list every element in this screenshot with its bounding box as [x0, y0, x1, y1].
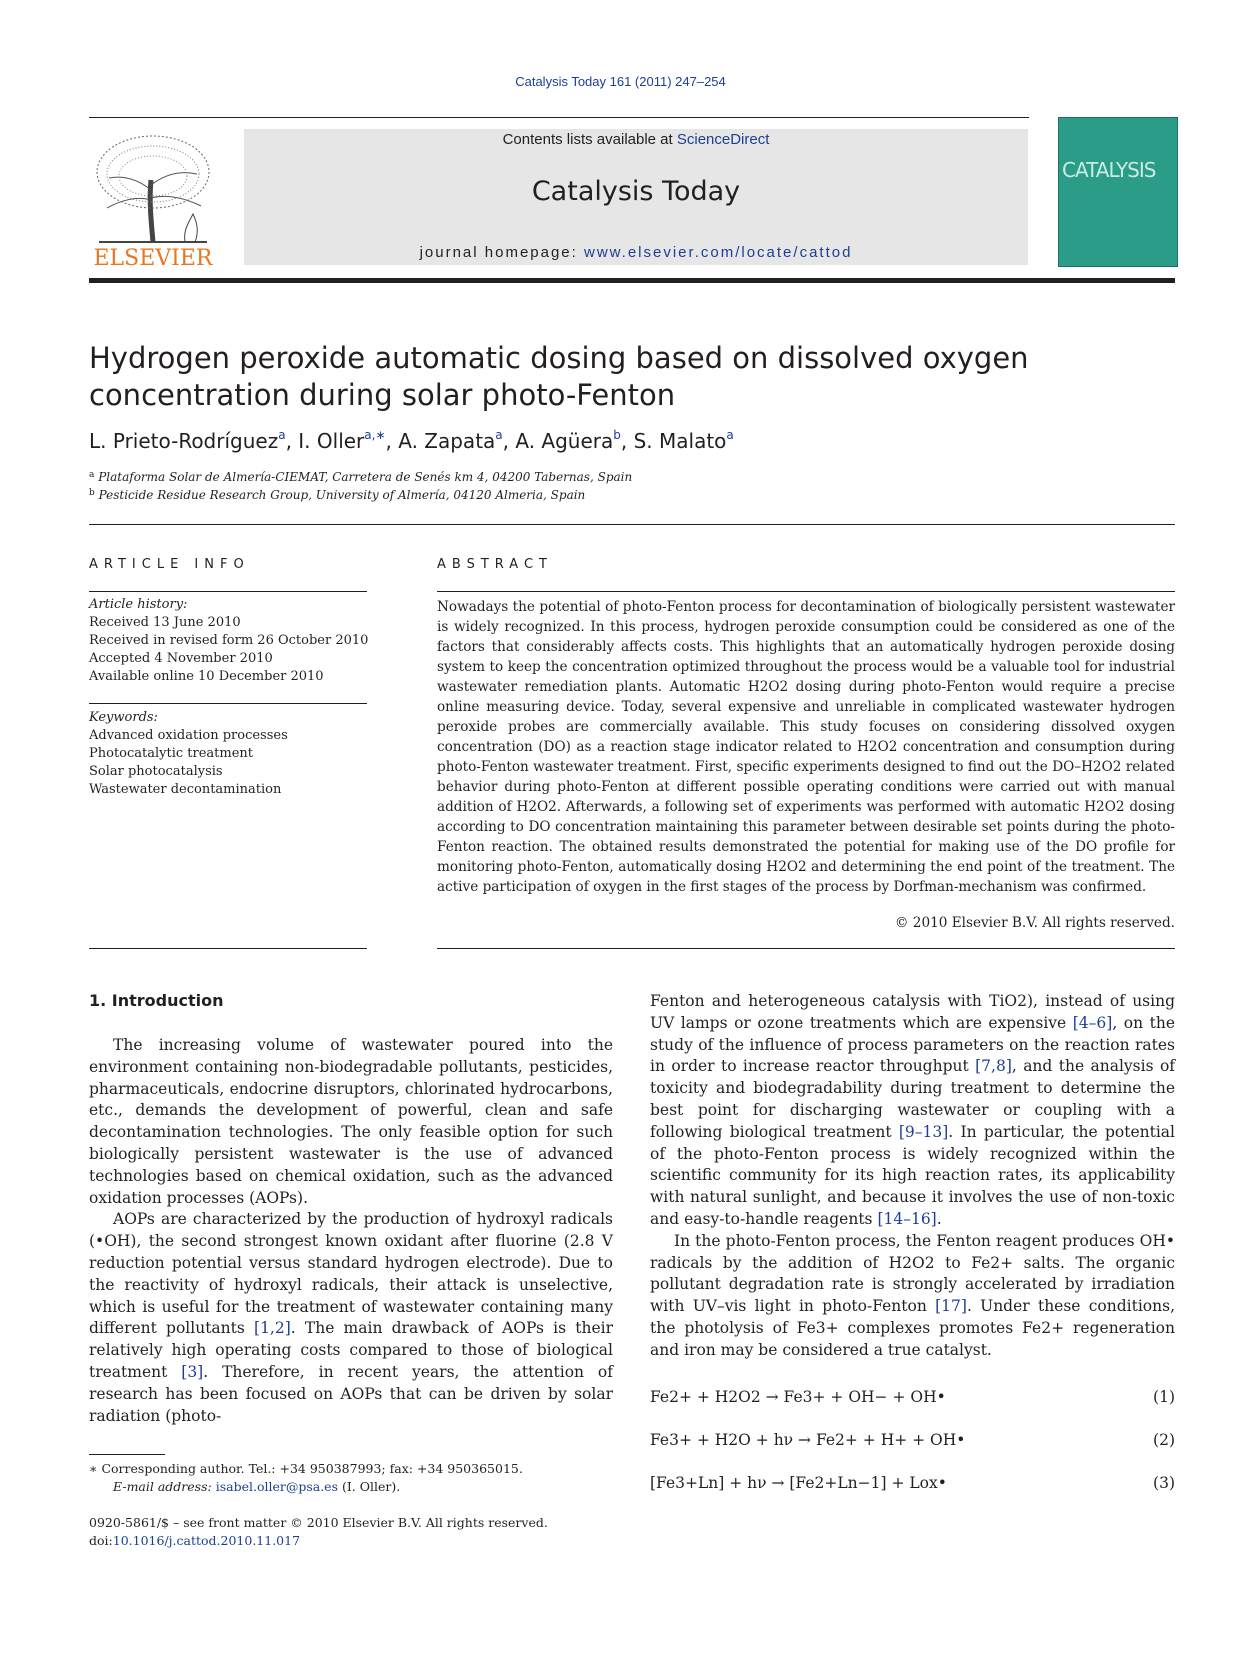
paragraph: [89, 1209, 613, 1427]
affiliation-mark: a: [89, 470, 95, 480]
history-label: Article history:: [89, 597, 188, 612]
text-run: In the photo-Fenton process, the Fenton reagent produces OH• radicals by the addition of H2O2 to Fe2+ salts. The organic pollutant degradation rate is strongly accelerated by irradiation with UV–vis light in photo-Fenton: [650, 1231, 1175, 1316]
doi-label: doi:: [89, 1533, 113, 1548]
author-separator: ,: [620, 429, 634, 453]
author-affiliation-mark[interactable]: b: [613, 428, 621, 442]
reference-link[interactable]: [1,2]: [254, 1319, 291, 1338]
author-name: A. Agüera: [515, 429, 614, 453]
text-run: , and the analysis of toxicity and biodegradability during treatment to determine the best point for discharging wastewater or coupling with a following biological treatment: [650, 1057, 1176, 1141]
section-divider: [89, 524, 1175, 525]
author-affiliation-mark[interactable]: a: [495, 428, 503, 442]
reference-link[interactable]: [4–6]: [1072, 1013, 1113, 1032]
paragraph: [650, 1231, 1175, 1362]
journal-cover-image: [1058, 117, 1178, 267]
reference-link[interactable]: [7,8]: [975, 1057, 1012, 1076]
email-link[interactable]: isabel.oller@psa.es: [215, 1479, 338, 1494]
author-name: S. Malato: [633, 429, 727, 453]
journal-citation[interactable]: Catalysis Today 161 (2011) 247–254: [515, 74, 726, 89]
copyright-notice: © 2010 Elsevier B.V. All rights reserved.: [894, 915, 1175, 931]
email-line: [89, 1478, 629, 1496]
equation-number: (1): [1153, 1388, 1175, 1406]
affiliation-b: [89, 488, 585, 502]
text-run: AOPs are characterized by the production of hydroxyl radicals (•OH), the second strongest known oxidant after fluorine (2.8 V reduction potential versus standard hydrogen electrode). Due to the reactivity of hydroxyl radicals, their attack is unselective, which is useful for the treatment of wastewater containing many different pollutants: [89, 1210, 613, 1338]
front-matter-notice: [89, 1514, 629, 1550]
author-affiliation-mark[interactable]: a: [726, 428, 734, 442]
journal-name: Catalysis Today: [531, 176, 741, 207]
author-separator: ,: [502, 429, 516, 453]
abstract-text: Nowadays the potential of photo-Fenton process for decontamination of biologically persistent wastewater is widely recognized. In this process, hydrogen peroxide consumption could be considered as one of the factors that considerably affects costs. This highlights that an automatically hydrogen peroxide dosing system to keep the concentration optimized throughout the process would be a valuable tool for industrial wastewater remediation plants. Automatic H2O2 dosing during photo-Fenton would require a precise online measuring device. Today, several expensive and unreliable in complicated wastewater hydrogen peroxide probes are commercially available. This study focuses on considering dissolved oxygen concentration (DO) as a reaction stage indicator related to H2O2 concentration and consumption during photo-Fenton wastewater treatment. First, specific experiments designed to find out the DO–H2O2 related behavior during photo-Fenton at different possible operating conditions were carried out with manual addition of H2O2. Afterwards, a following set of experiments was performed with automatic H2O2 dosing according to DO concentration maintaining this parameter between desirable set points during the photo-Fenton reaction. The obtained results demonstrated the potential for making use of the DO profile for monitoring photo-Fenton, automatically dosing H2O2 and determining the end point of the treatment. The active participation of oxygen in the first stages of the process by Dorfman-mechanism was confirmed.: [437, 599, 1175, 895]
abstract-heading: ABSTRACT: [437, 557, 553, 572]
history-item: Received in revised form 26 October 2010: [89, 633, 369, 648]
issn-line: 0920-5861/$ – see front matter © 2010 Elsevier B.V. All rights reserved.: [89, 1515, 548, 1530]
history-item: Accepted 4 November 2010: [89, 651, 273, 666]
sciencedirect-link[interactable]: ScienceDirect: [676, 131, 770, 148]
author-name: L. Prieto-Rodríguez: [89, 429, 279, 453]
text-run: .: [936, 1209, 942, 1228]
body-left-column: [89, 1035, 613, 1427]
article-title: Hydrogen peroxide automatic dosing based on dissolved oxygen concentration during solar photo-Fenton: [89, 341, 1029, 412]
keyword-item: Solar photocatalysis: [89, 764, 223, 779]
corresponding-author-footnote: [89, 1460, 629, 1496]
affiliation-mark: b: [89, 488, 95, 498]
text-run: , on the study of the influence of process parameters on the reaction rates in order to increase reactor throughput: [650, 1013, 1175, 1076]
affiliation-text: Pesticide Residue Research Group, University of Almería, 04120 Almeria, Spain: [98, 488, 586, 502]
equation-text: [Fe3+Ln] + hν → [Fe2+Ln−1] + Lox•: [650, 1474, 947, 1492]
reference-link[interactable]: [3]: [181, 1362, 204, 1381]
equation-1: [650, 1388, 1175, 1406]
homepage-link[interactable]: www.elsevier.com/locate/cattod: [584, 244, 853, 261]
article-info-rule: [89, 948, 367, 949]
keywords-label: Keywords:: [89, 710, 158, 725]
journal-cover-title: CATALYSIS: [1062, 158, 1156, 182]
text-run: . In particular, the potential of the photo-Fenton process is widely recognized within the scientific community for its high reaction rates, its applicability with natural sunlight, and because it involves the use of non-toxic and easy-to-handle reagents: [650, 1122, 1175, 1228]
author-name: A. Zapata: [398, 429, 496, 453]
affiliation-text: Plataforma Solar de Almería-CIEMAT, Carretera de Senés km 4, 04200 Tabernas, Spain: [98, 470, 633, 484]
keyword-item: Advanced oxidation processes: [89, 728, 288, 743]
reference-link[interactable]: [14–16]: [877, 1209, 937, 1228]
article-info-heading: ARTICLE INFO: [89, 557, 250, 572]
homepage-line: [244, 244, 1028, 261]
text-run: . Therefore, in recent years, the attention of research has been focused on AOPs that can be driven by solar radiation (photo-: [89, 1362, 613, 1425]
equation-2: [650, 1431, 1175, 1449]
history-item: Available online 10 December 2010: [89, 669, 324, 684]
reference-link[interactable]: [17]: [935, 1297, 967, 1316]
keyword-item: Wastewater decontamination: [89, 782, 282, 797]
section-heading: 1. Introduction: [89, 991, 224, 1010]
header-rule-bottom: [89, 278, 1175, 283]
footnote-rule: [89, 1454, 165, 1455]
body-right-column: [650, 991, 1175, 1362]
email-suffix: (I. Oller).: [338, 1479, 401, 1494]
corresponding-author-line: ∗ Corresponding author. Tel.: +34 950387993; fax: +34 950365015.: [89, 1461, 523, 1476]
homepage-prefix: journal homepage:: [419, 244, 584, 261]
author-affiliation-mark[interactable]: a,∗: [364, 428, 386, 442]
author-separator: ,: [385, 429, 399, 453]
doi-link[interactable]: 10.1016/j.cattod.2010.11.017: [112, 1533, 301, 1548]
text-run: Fenton and heterogeneous catalysis with TiO2), instead of using UV lamps or ozone treatments which are expensive: [650, 992, 1175, 1032]
header-rule-top: [89, 117, 1029, 118]
equation-3: [650, 1474, 1175, 1492]
keywords: [89, 709, 369, 799]
reference-link[interactable]: [9–13]: [898, 1122, 949, 1141]
article-history: [89, 596, 369, 686]
contents-prefix: Contents lists available at: [502, 131, 677, 148]
contents-line: [244, 129, 1028, 151]
doi-line: [89, 1532, 629, 1550]
author-affiliation-mark[interactable]: a: [278, 428, 286, 442]
article-info-rule: [89, 591, 367, 592]
paragraph: The increasing volume of wastewater poured into the environment containing non-biodegradable pollutants, pesticides, pharmaceuticals, endocrine disruptors, chlorinated hydrocarbons, etc., demands the development of powerful, clean and safe decontamination technologies. The only feasible option for such biologically persistent wastewater is the use of advanced technologies based on chemical oxidation, such as the advanced oxidation processes (AOPs).: [89, 1036, 613, 1207]
abstract-rule: [437, 591, 1175, 592]
equation-number: (2): [1153, 1431, 1175, 1449]
email-label: E-mail address:: [113, 1479, 216, 1494]
text-run: . The main drawback of AOPs is their relatively high operating costs compared to those of biological treatment: [89, 1319, 614, 1381]
equation-number: (3): [1153, 1474, 1175, 1492]
author-list: [89, 429, 734, 453]
author-separator: ,: [285, 429, 299, 453]
author-name: I. Oller: [298, 429, 365, 453]
abstract-rule: [437, 948, 1175, 949]
article-info-rule: [89, 703, 367, 704]
equation-text: Fe3+ + H2O + hν → Fe2+ + H+ + OH•: [650, 1431, 966, 1449]
affiliation-a: [89, 470, 632, 484]
elsevier-wordmark: ELSEVIER: [93, 246, 213, 271]
equation-text: Fe2+ + H2O2 → Fe3+ + OH− + OH•: [650, 1388, 946, 1406]
keyword-item: Photocatalytic treatment: [89, 746, 254, 761]
text-run: . Under these conditions, the photolysis of Fe3+ complexes promotes Fe2+ regeneration and iron may be considered a true catalyst.: [650, 1297, 1176, 1359]
history-item: Received 13 June 2010: [89, 615, 241, 630]
paragraph: [650, 991, 1175, 1231]
